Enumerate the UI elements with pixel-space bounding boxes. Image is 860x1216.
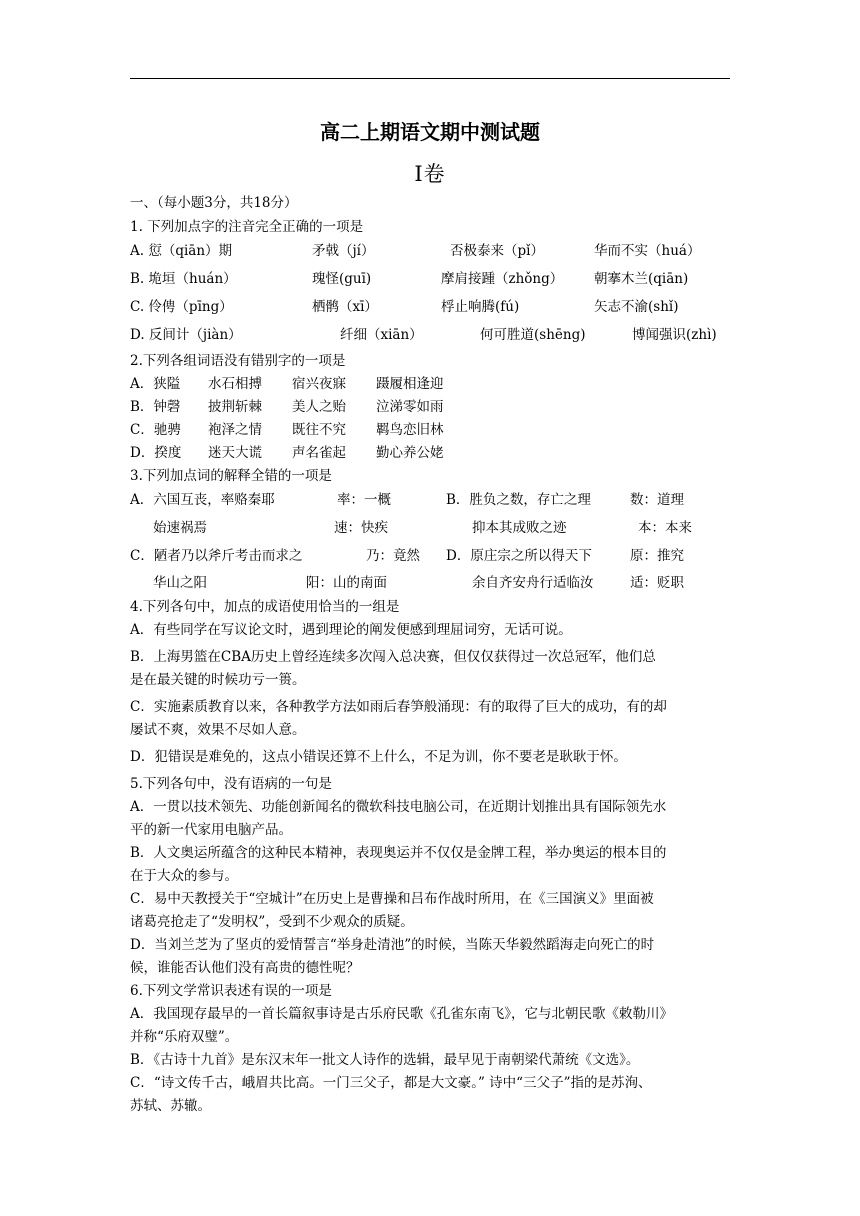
q3-c1-1: C．陋者乃以斧斤考击而求之 — [130, 548, 303, 564]
q4-stem: 4.下列各句中，加点的成语使用恰当的一组是 — [130, 599, 400, 615]
q2-a-4: 蹑履相逢迎 — [376, 376, 444, 392]
q2-c-1: C．驰骋 — [130, 422, 181, 438]
q3-c2-2: 阳：山的南面 — [306, 575, 387, 591]
q2-d-3: 声名雀起 — [292, 445, 346, 461]
q6-a-1: A．我国现存最早的一首长篇叙事诗是古乐府民歌《孔雀东南飞》，它与北朝民歌《敕勒川》 — [130, 1006, 673, 1022]
q2-b-3: 美人之贻 — [292, 399, 346, 415]
q3-c2-1: 华山之阳 — [153, 575, 207, 591]
q6-a-2: 并称“乐府双璧”。 — [130, 1029, 239, 1045]
q1-c-4: 矢志不渝(shǐ) — [594, 299, 679, 315]
page-subtitle: I卷 — [414, 162, 446, 186]
q4-b-1: B．上海男篮在CBA历史上曾经连续多次闯入总决赛，但仅仅获得过一次总冠军，他们总 — [130, 649, 656, 665]
q6-b: B．《古诗十九首》是东汉末年一批文人诗作的选辑，最早见于南朝梁代萧统《文选》。 — [130, 1052, 640, 1068]
q5-a-1: A．一贯以技术领先、功能创新闻名的微软科技电脑公司，在近期计划推出具有国际领先水 — [130, 799, 667, 815]
q1-a-1: A. 愆（qiān）期 — [130, 243, 233, 259]
q1-a-3: 否极泰来（pǐ） — [450, 243, 544, 259]
q3-a2-2: 速：快疾 — [334, 520, 388, 536]
q1-b-1: B. 垝垣（huán） — [130, 271, 237, 287]
q3-c1-2: 乃：竟然 — [366, 548, 420, 564]
q1-c-3: 桴止响腾(fú) — [441, 299, 520, 315]
q5-b-2: 在于大众的参与。 — [130, 868, 238, 884]
q2-d-4: 勤心养公姥 — [376, 445, 444, 461]
q3-c2-3: 余自齐安舟行适临汝 — [472, 575, 594, 591]
q3-a2-3: 抑本其成败之迹 — [472, 520, 567, 536]
q2-c-2: 袍泽之情 — [208, 422, 262, 438]
q1-d-4: 博闻强识(zhì) — [632, 327, 717, 343]
q2-a-1: A．狭隘 — [130, 376, 181, 392]
q1-a-4: 华而不实（huá） — [594, 243, 701, 259]
q3-c1-4: 原：推究 — [630, 548, 684, 564]
q6-c-2: 苏轼、苏辙。 — [130, 1098, 211, 1114]
q1-stem: 1. 下列加点字的注音完全正确的一项是 — [130, 219, 364, 235]
q4-b-2: 是在最关键的时候功亏一篑。 — [130, 672, 306, 688]
q3-stem: 3.下列加点词的解释全错的一项是 — [130, 468, 332, 484]
q2-a-2: 水石相搏 — [208, 376, 262, 392]
q3-a1-4: 数：道理 — [630, 492, 684, 508]
header-rule — [130, 78, 730, 79]
q1-c-2: 栖鹘（xī） — [312, 299, 378, 315]
page-title: 高二上期语文期中测试题 — [320, 120, 540, 144]
q3-c2-4: 适：贬职 — [630, 575, 684, 591]
q4-d: D．犯错误是难免的，这点小错误还算不上什么，不足为训，你不要老是耿耿于怀。 — [130, 749, 627, 765]
section-heading: 一、（每小题3分，共18分） — [130, 195, 298, 211]
q5-a-2: 平的新一代家用电脑产品。 — [130, 822, 292, 838]
q4-c-2: 屡试不爽，效果不尽如人意。 — [130, 722, 306, 738]
q2-b-2: 披荆斩棘 — [208, 399, 262, 415]
q5-b-1: B．人文奥运所蕴含的这种民本精神，表现奥运并不仅仅是金牌工程，举办奥运的根本目的 — [130, 845, 667, 861]
q1-b-4: 朝搴木兰(qiān) — [594, 271, 689, 287]
q3-a2-4: 本：本来 — [638, 520, 692, 536]
q2-stem: 2.下列各组词语没有错别字的一项是 — [130, 353, 346, 369]
q3-a1-1: A．六国互丧，率赂秦耶 — [130, 492, 275, 508]
q2-d-1: D．揆度 — [130, 445, 182, 461]
q1-a-2: 矛戟（jí） — [312, 243, 375, 259]
q1-c-1: C. 伶俜（pīng） — [130, 299, 233, 315]
q5-c-2: 诸葛亮抢走了“发明权”，受到不少观众的质疑。 — [130, 914, 414, 930]
q1-d-3: 何可胜道(shēng) — [480, 327, 586, 343]
q2-d-2: 迷天大谎 — [208, 445, 262, 461]
q3-a2-1: 始速祸焉 — [153, 520, 207, 536]
q5-c-1: C．易中天教授关于“空城计”在历史上是曹操和吕布作战时所用，在《三国演义》里面被 — [130, 891, 654, 907]
q6-c-1: C．“诗文传千古，峨眉共比高。一门三父子，都是大文豪。” 诗中“三父子”指的是苏洵、 — [130, 1075, 652, 1091]
q2-c-4: 羁鸟恋旧林 — [376, 422, 444, 438]
q4-c-1: C．实施素质教育以来，各种教学方法如雨后春笋般涌现：有的取得了巨大的成功，有的却 — [130, 699, 667, 715]
q6-stem: 6.下列文学常识表述有误的一项是 — [130, 983, 332, 999]
q3-a1-2: 率：一概 — [337, 492, 391, 508]
q3-a1-3: B．胜负之数，存亡之理 — [446, 492, 591, 508]
q3-c1-3: D．原庄宗之所以得天下 — [446, 548, 592, 564]
q1-b-3: 摩肩接踵（zhǒng） — [441, 271, 564, 287]
q5-d-2: 候，谁能否认他们没有高贵的德性呢？ — [130, 960, 360, 976]
q5-stem: 5.下列各句中，没有语病的一句是 — [130, 776, 332, 792]
q1-b-2: 瑰怪(guī) — [312, 271, 372, 287]
q2-b-4: 泣涕零如雨 — [376, 399, 444, 415]
q4-a: A．有些同学在写议论文时，遇到理论的阐发便感到理屈词穷，无话可说。 — [130, 622, 572, 638]
q5-d-1: D．当刘兰芝为了坚贞的爱情誓言“举身赴清池”的时候，当陈天华毅然蹈海走向死亡的时 — [130, 937, 655, 953]
q2-a-3: 宿兴夜寐 — [292, 376, 346, 392]
q1-d-1: D. 反间计（jiàn） — [130, 327, 242, 343]
q1-d-2: 纤细（xiān） — [340, 327, 423, 343]
q2-b-1: B．钟磬 — [130, 399, 181, 415]
q2-c-3: 既往不究 — [292, 422, 346, 438]
